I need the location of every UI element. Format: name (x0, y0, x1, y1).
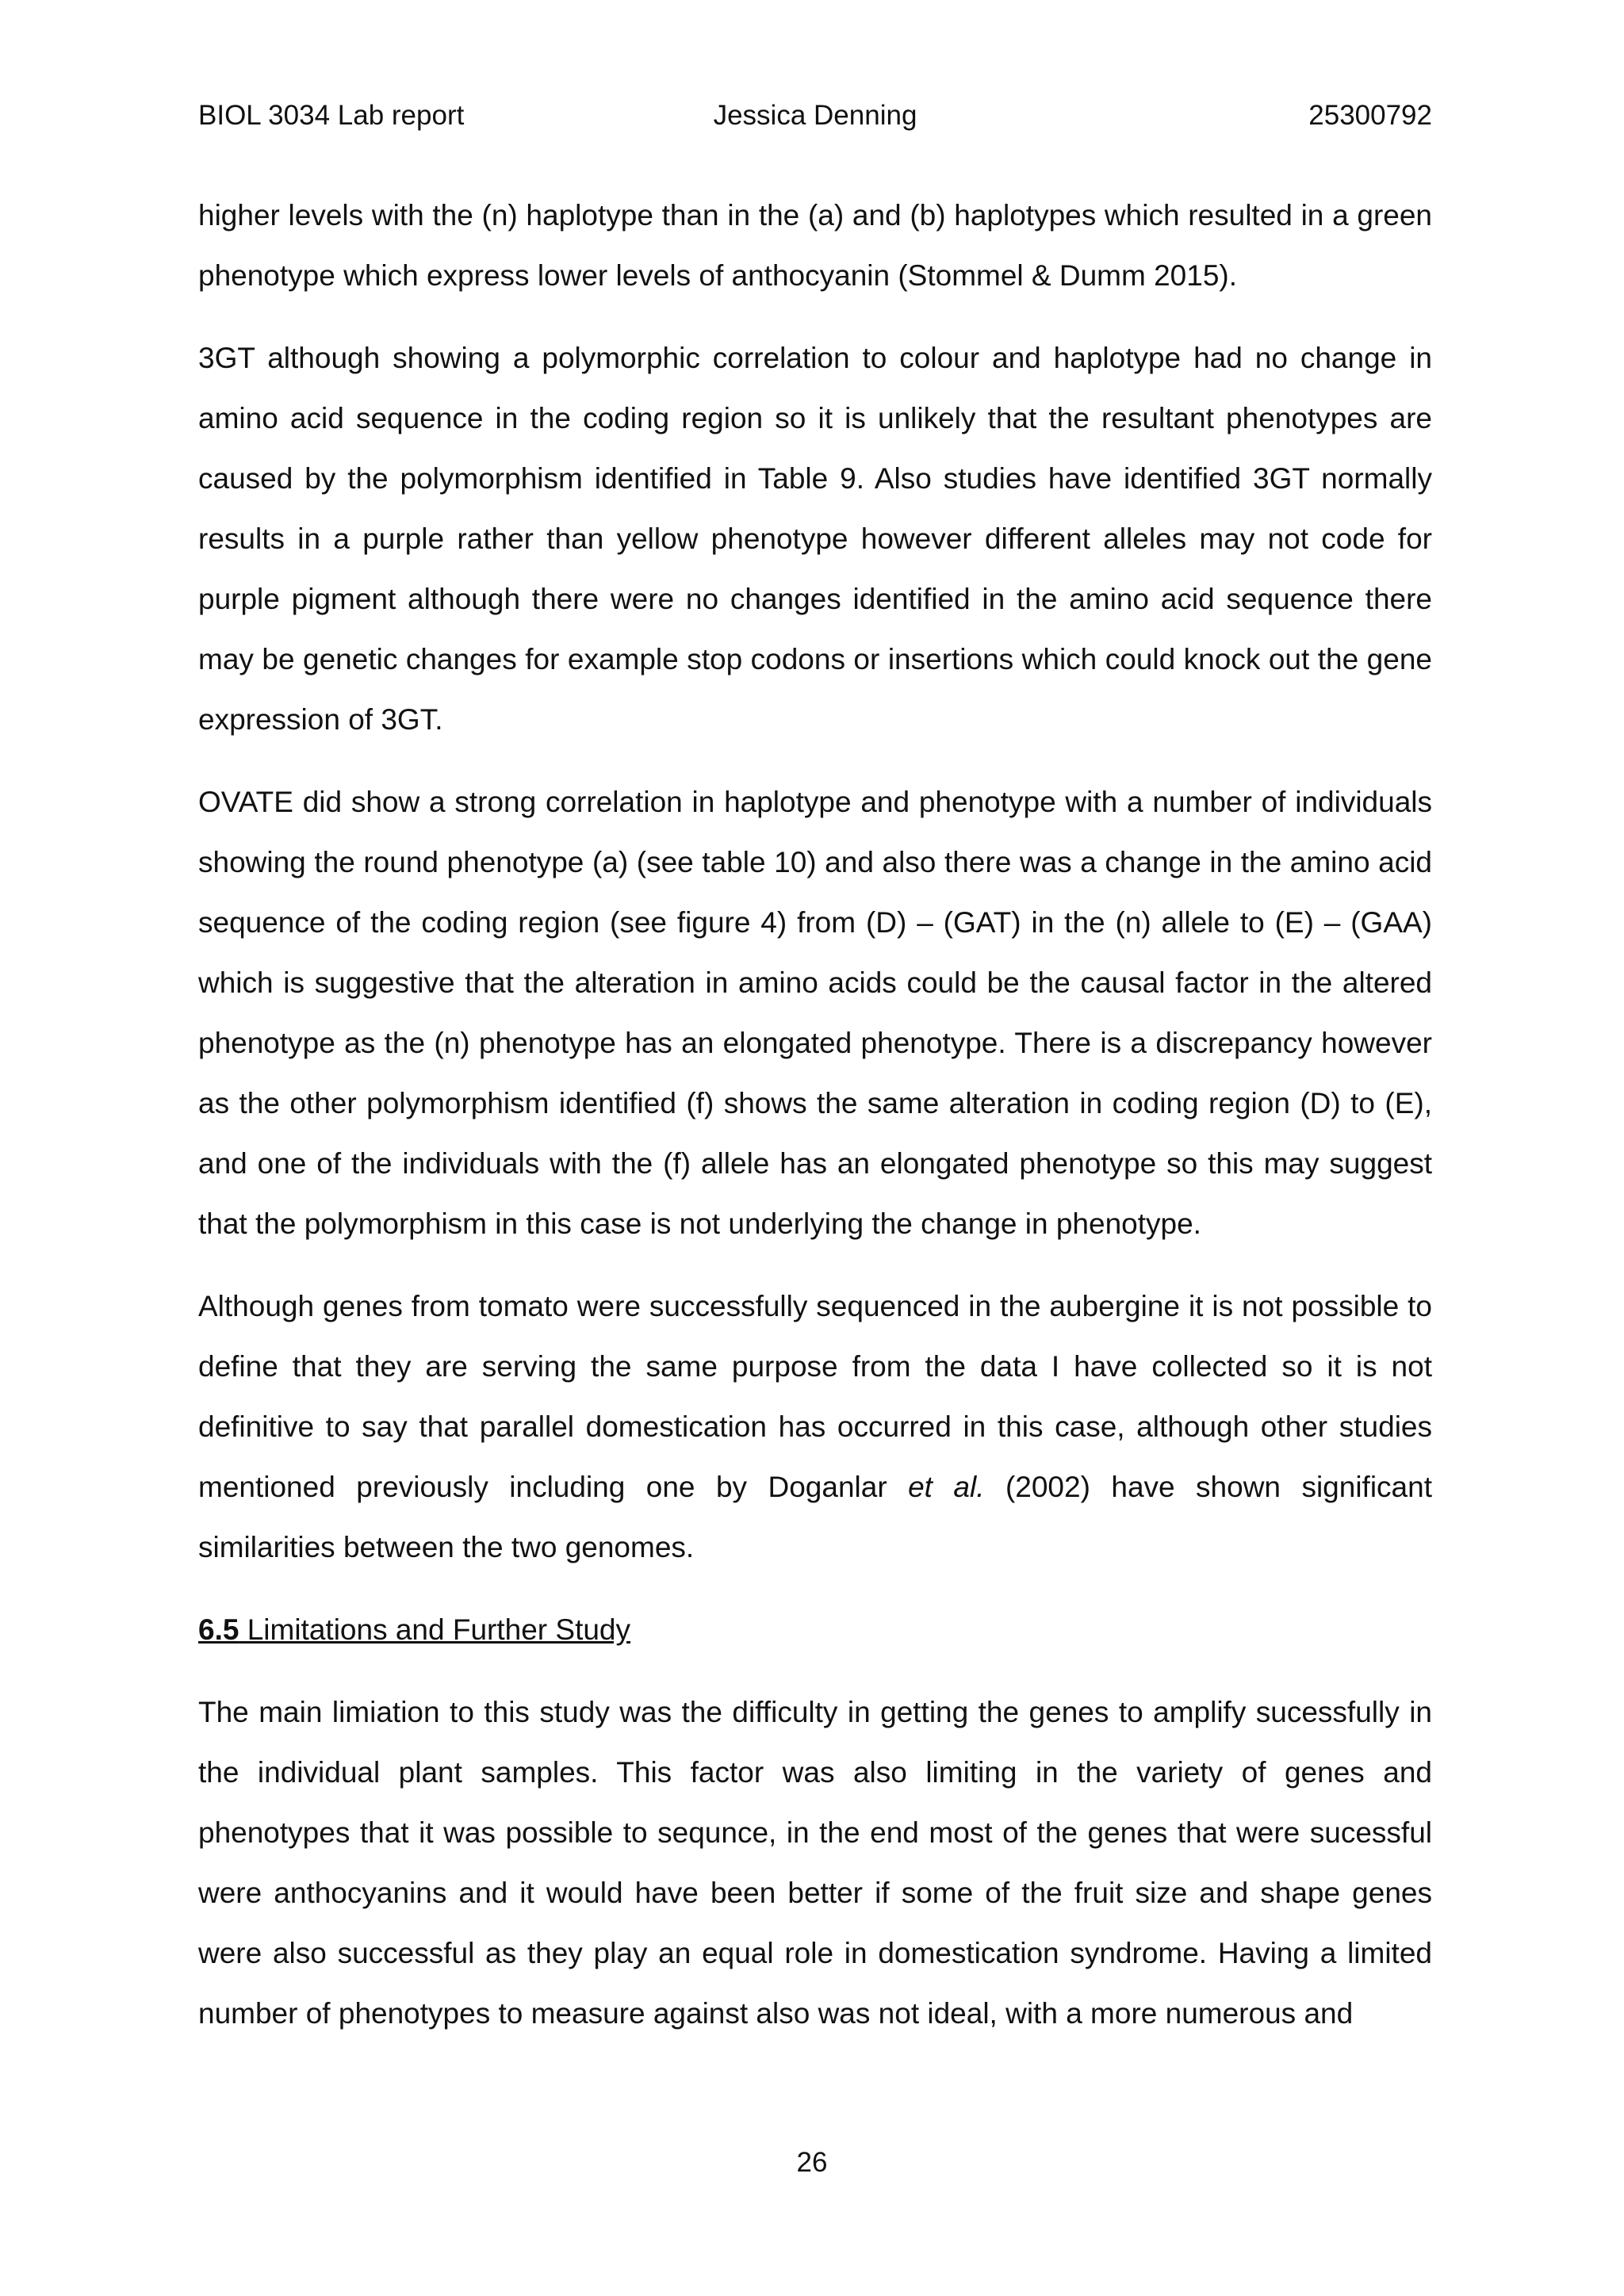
paragraph-text: (2002) have shown significant similarities between the two genomes. (198, 1471, 1432, 1563)
page-header (198, 94, 1432, 138)
paragraph-limitations: The main limiation to this study was the difficulty in getting the genes to amplify sucessfully in the individual plant samples. This factor was also limiting in the variety of genes and phenotypes that it was possible to sequnce, in the end most of the genes that were sucessful were anthocyanins and it would have been better if some of the fruit size and shape genes were also successful as they play an equal role in domestication syndrome. Having a limited number of phenotypes to measure against also was not ideal, with a more numerous and (198, 1696, 1432, 2030)
paragraph-anthocyanin-levels: higher levels with the (n) haplotype than in the (a) and (b) haplotypes which resulted in a green phenotype which express lower levels of anthocyanin (Stommel & Dumm 2015). (198, 199, 1432, 292)
paragraph-3gt: 3GT although showing a polymorphic correlation to colour and haplotype had no change in amino acid sequence in the coding region so it is unlikely that the resultant phenotypes are caused by the polymorphism identified in Table 9. Also studies have identified 3GT normally results in a purple rather than yellow phenotype however different alleles may not code for purple pigment although there were no changes identified in the amino acid sequence there may be genetic changes for example stop codons or insertions which could knock out the gene expression of 3GT. (198, 342, 1432, 736)
section-title: Limitations and Further Study (239, 1613, 631, 1646)
italic-citation: et al. (908, 1471, 985, 1503)
page-body (198, 186, 1432, 2066)
header-student-id: 25300792 (1308, 100, 1432, 131)
paragraph-parallel-domestication (198, 1276, 1432, 1578)
section-heading (198, 1600, 1432, 1660)
page-number: 26 (796, 2147, 828, 2178)
header-course-code: BIOL 3034 Lab report (198, 100, 465, 131)
header-author-name: Jessica Denning (713, 100, 917, 131)
paragraph-text: Although genes from tomato were successfully sequenced in the aubergine it is not possible to define that they are serving the same purpose from the data I have collected so it is not definitive to say that parallel domestication has occurred in this case, although other studies mentioned previously including one by Doganlar (198, 1290, 1432, 1503)
paragraph-ovate: OVATE did show a strong correlation in haplotype and phenotype with a number of individuals showing the round phenotype (a) (see table 10) and also there was a change in the amino acid sequence of the coding region (see figure 4) from (D) – (GAT) in the (n) allele to (E) – (GAA) which is suggestive that the alteration in amino acids could be the causal factor in the altered phenotype as the (n) phenotype has an elongated phenotype. There is a discrepancy however as the other polymorphism identified (f) shows the same alteration in coding region (D) to (E), and one of the individuals with the (f) allele has an elongated phenotype so this may suggest that the polymorphism in this case is not underlying the change in phenotype. (198, 786, 1432, 1240)
section-number: 6.5 (198, 1613, 239, 1646)
